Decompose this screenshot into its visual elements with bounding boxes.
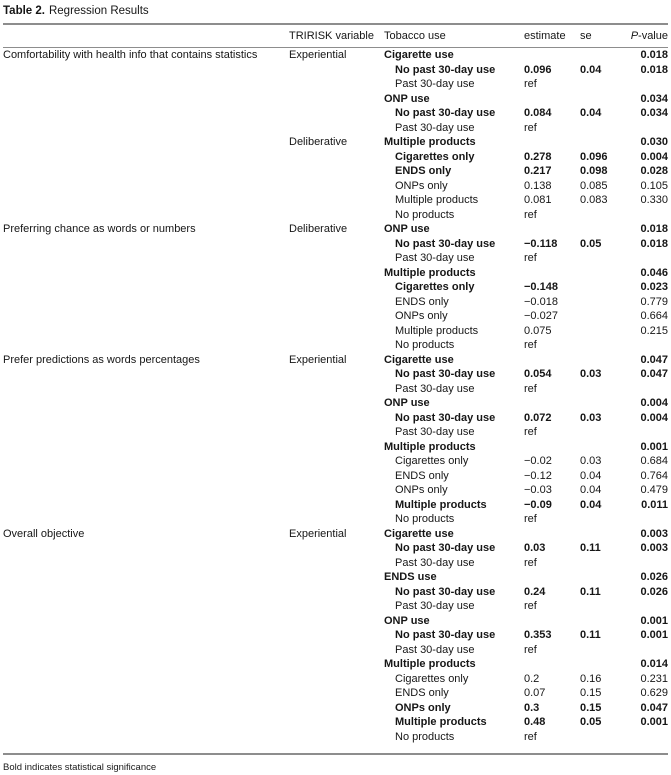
tobacco-cell: No past 30-day use bbox=[395, 368, 496, 381]
tobacco-cell: ONP use bbox=[384, 92, 430, 105]
table-row bbox=[3, 106, 668, 121]
estimate-cell: ref bbox=[524, 730, 537, 743]
pvalue-cell: 0.003 bbox=[640, 542, 668, 555]
tobacco-cell: ENDS only bbox=[395, 687, 449, 700]
table-row bbox=[3, 585, 668, 600]
table-row bbox=[3, 628, 668, 643]
table-row bbox=[3, 208, 668, 223]
estimate-cell: 0.075 bbox=[524, 324, 552, 337]
estimate-cell: 0.138 bbox=[524, 179, 552, 192]
table-row bbox=[3, 382, 668, 397]
table-row bbox=[3, 440, 668, 455]
tririsk-cell: Deliberative bbox=[289, 136, 348, 149]
table-title bbox=[3, 5, 668, 18]
table-row bbox=[3, 92, 668, 107]
table-row bbox=[3, 686, 668, 701]
tobacco-cell: ONP use bbox=[384, 397, 430, 410]
tobacco-cell: No past 30-day use bbox=[395, 237, 496, 250]
pvalue-cell: 0.664 bbox=[640, 310, 668, 323]
estimate-cell: −0.118 bbox=[524, 237, 558, 250]
estimate-cell: 0.03 bbox=[524, 542, 546, 555]
table-row bbox=[3, 701, 668, 716]
se-cell: 0.15 bbox=[580, 701, 602, 714]
table-row bbox=[3, 672, 668, 687]
estimate-cell: ref bbox=[524, 252, 537, 265]
estimate-cell: ref bbox=[524, 556, 537, 569]
pvalue-cell: 0.479 bbox=[640, 484, 668, 497]
pvalue-cell: 0.046 bbox=[640, 266, 668, 279]
tobacco-cell: Past 30-day use bbox=[395, 426, 475, 439]
outcome-cell: Prefer predictions as words percentages bbox=[3, 353, 200, 366]
pvalue-cell: 0.028 bbox=[640, 165, 668, 178]
outcome-cell: Comfortability with health info that contains statistics bbox=[3, 49, 258, 62]
table-number: Table 2. bbox=[3, 5, 45, 17]
tobacco-cell: Multiple products bbox=[384, 266, 476, 279]
col-header-tririsk-variable: TRIRISK variable bbox=[289, 30, 374, 42]
table-row bbox=[3, 280, 668, 295]
table-row bbox=[3, 266, 668, 281]
bottom-rule bbox=[3, 753, 668, 755]
estimate-cell: ref bbox=[524, 513, 537, 526]
se-cell: 0.083 bbox=[580, 194, 608, 207]
se-cell: 0.11 bbox=[580, 629, 601, 642]
table-row bbox=[3, 614, 668, 629]
tobacco-cell: No past 30-day use bbox=[395, 585, 496, 598]
table-body bbox=[3, 48, 668, 744]
tobacco-cell: Cigarettes only bbox=[395, 281, 475, 294]
pvalue-cell: 0.629 bbox=[640, 687, 668, 700]
estimate-cell: −0.148 bbox=[524, 281, 558, 294]
estimate-cell: 0.48 bbox=[524, 716, 546, 729]
se-cell: 0.096 bbox=[580, 150, 608, 163]
se-cell: 0.04 bbox=[580, 107, 602, 120]
estimate-cell: 0.072 bbox=[524, 411, 552, 424]
pvalue-cell: 0.001 bbox=[640, 716, 668, 729]
se-cell: 0.16 bbox=[580, 672, 602, 685]
tobacco-cell: No past 30-day use bbox=[395, 629, 496, 642]
table-row bbox=[3, 469, 668, 484]
tobacco-cell: Multiple products bbox=[395, 324, 479, 337]
tobacco-cell: ENDS only bbox=[395, 165, 452, 178]
pvalue-cell: 0.047 bbox=[640, 368, 668, 381]
table-row bbox=[3, 425, 668, 440]
estimate-cell: 0.278 bbox=[524, 150, 552, 163]
table-row bbox=[3, 324, 668, 339]
pvalue-cell: 0.764 bbox=[640, 469, 668, 482]
se-cell: 0.04 bbox=[580, 498, 602, 511]
tobacco-cell: ONP use bbox=[384, 223, 430, 236]
tririsk-cell: Experiential bbox=[289, 49, 347, 62]
estimate-cell: 0.24 bbox=[524, 585, 546, 598]
table-row bbox=[3, 541, 668, 556]
estimate-cell: −0.03 bbox=[524, 484, 552, 497]
tobacco-cell: ONP use bbox=[384, 614, 430, 627]
se-cell: 0.04 bbox=[580, 63, 602, 76]
table-row bbox=[3, 730, 668, 745]
estimate-cell: ref bbox=[524, 643, 537, 656]
tobacco-cell: No past 30-day use bbox=[395, 542, 496, 555]
tririsk-cell: Experiential bbox=[289, 527, 347, 540]
tobacco-cell: Past 30-day use bbox=[395, 121, 475, 134]
tobacco-cell: Past 30-day use bbox=[395, 600, 475, 613]
pvalue-cell: 0.014 bbox=[640, 658, 668, 671]
tobacco-cell: Cigarettes only bbox=[395, 672, 469, 685]
table-row bbox=[3, 657, 668, 672]
pvalue-cell: 0.001 bbox=[640, 440, 668, 453]
estimate-cell: −0.027 bbox=[524, 310, 558, 323]
pvalue-cell: 0.026 bbox=[640, 571, 668, 584]
table-row bbox=[3, 556, 668, 571]
pvalue-cell: 0.034 bbox=[640, 92, 668, 105]
se-cell: 0.04 bbox=[580, 484, 602, 497]
col-header-se: se bbox=[580, 30, 592, 42]
estimate-cell: ref bbox=[524, 121, 537, 134]
estimate-cell: 0.07 bbox=[524, 687, 546, 700]
estimate-cell: 0.084 bbox=[524, 107, 552, 120]
tobacco-cell: Past 30-day use bbox=[395, 252, 475, 265]
estimate-cell: −0.09 bbox=[524, 498, 552, 511]
tobacco-cell: No products bbox=[395, 339, 455, 352]
table-row bbox=[3, 251, 668, 266]
p-value-italic-p: P bbox=[630, 30, 639, 42]
tobacco-cell: ENDS only bbox=[395, 295, 449, 308]
tobacco-cell: ENDS only bbox=[395, 469, 449, 482]
table-row bbox=[3, 715, 668, 730]
tobacco-cell: Past 30-day use bbox=[395, 643, 475, 656]
estimate-cell: −0.02 bbox=[524, 455, 552, 468]
table-header-row bbox=[3, 25, 668, 47]
estimate-cell: 0.353 bbox=[524, 629, 552, 642]
se-cell: 0.098 bbox=[580, 165, 608, 178]
tririsk-cell: Deliberative bbox=[289, 223, 348, 236]
tobacco-cell: ONPs only bbox=[395, 179, 448, 192]
pvalue-cell: 0.018 bbox=[640, 63, 668, 76]
tobacco-cell: Cigarettes only bbox=[395, 455, 469, 468]
table-row bbox=[3, 570, 668, 585]
table-footnote: Bold indicates statistical significance bbox=[3, 762, 157, 773]
pvalue-cell: 0.018 bbox=[640, 237, 668, 250]
table-row bbox=[3, 77, 668, 92]
tobacco-cell: Past 30-day use bbox=[395, 382, 475, 395]
table-row bbox=[3, 63, 668, 78]
tobacco-cell: Past 30-day use bbox=[395, 556, 475, 569]
estimate-cell: 0.217 bbox=[524, 165, 552, 178]
tririsk-cell: Experiential bbox=[289, 353, 347, 366]
se-cell: 0.05 bbox=[580, 716, 602, 729]
tobacco-cell: ONPs only bbox=[395, 310, 448, 323]
tobacco-cell: Cigarettes only bbox=[395, 150, 475, 163]
pvalue-cell: 0.004 bbox=[640, 411, 668, 424]
tobacco-cell: No products bbox=[395, 208, 455, 221]
estimate-cell: ref bbox=[524, 78, 537, 91]
table-row bbox=[3, 483, 668, 498]
tobacco-cell: Multiple products bbox=[395, 498, 487, 511]
pvalue-cell: 0.330 bbox=[640, 194, 668, 207]
estimate-cell: 0.2 bbox=[524, 672, 540, 685]
table-row bbox=[3, 454, 668, 469]
pvalue-cell: 0.684 bbox=[640, 455, 668, 468]
table-row bbox=[3, 396, 668, 411]
table-row bbox=[3, 135, 668, 150]
pvalue-cell: 0.034 bbox=[640, 107, 668, 120]
outcome-cell: Preferring chance as words or numbers bbox=[3, 223, 196, 236]
pvalue-cell: 0.105 bbox=[640, 179, 668, 192]
pvalue-cell: 0.004 bbox=[640, 397, 668, 410]
table-row bbox=[3, 222, 668, 237]
table-row bbox=[3, 237, 668, 252]
table-row bbox=[3, 512, 668, 527]
outcome-cell: Overall objective bbox=[3, 527, 85, 540]
pvalue-cell: 0.018 bbox=[640, 49, 668, 62]
table-row bbox=[3, 367, 668, 382]
se-cell: 0.03 bbox=[580, 368, 602, 381]
pvalue-cell: 0.003 bbox=[640, 527, 668, 540]
table-row bbox=[3, 599, 668, 614]
tobacco-cell: Multiple products bbox=[384, 136, 476, 149]
se-cell: 0.11 bbox=[580, 585, 601, 598]
table-row bbox=[3, 411, 668, 426]
table-row bbox=[3, 353, 668, 368]
tobacco-cell: Cigarette use bbox=[384, 527, 454, 540]
table-row bbox=[3, 309, 668, 324]
col-header-estimate: estimate bbox=[524, 30, 566, 42]
estimate-cell: 0.3 bbox=[524, 701, 540, 714]
tobacco-cell: No past 30-day use bbox=[395, 63, 496, 76]
estimate-cell: ref bbox=[524, 426, 537, 439]
table-row bbox=[3, 338, 668, 353]
estimate-cell: 0.081 bbox=[524, 194, 552, 207]
pvalue-cell: 0.047 bbox=[640, 701, 668, 714]
tobacco-cell: Multiple products bbox=[384, 658, 476, 671]
pvalue-cell: 0.215 bbox=[640, 324, 668, 337]
table-row bbox=[3, 527, 668, 542]
pvalue-cell: 0.779 bbox=[640, 295, 668, 308]
tobacco-cell: No past 30-day use bbox=[395, 411, 496, 424]
table-row bbox=[3, 150, 668, 165]
estimate-cell: ref bbox=[524, 382, 537, 395]
pvalue-cell: 0.018 bbox=[640, 223, 668, 236]
p-value-suffix: -value bbox=[638, 30, 668, 42]
se-cell: 0.04 bbox=[580, 469, 602, 482]
se-cell: 0.15 bbox=[580, 687, 602, 700]
table-row bbox=[3, 48, 668, 63]
estimate-cell: ref bbox=[524, 208, 537, 221]
tobacco-cell: ONPs only bbox=[395, 701, 451, 714]
pvalue-cell: 0.004 bbox=[640, 150, 668, 163]
tobacco-cell: No products bbox=[395, 513, 455, 526]
se-cell: 0.03 bbox=[580, 455, 602, 468]
tobacco-cell: ENDS use bbox=[384, 571, 437, 584]
table-row bbox=[3, 498, 668, 513]
tobacco-cell: ONPs only bbox=[395, 484, 448, 497]
pvalue-cell: 0.047 bbox=[640, 353, 668, 366]
table-row bbox=[3, 121, 668, 136]
tobacco-cell: Cigarette use bbox=[384, 49, 454, 62]
estimate-cell: −0.018 bbox=[524, 295, 558, 308]
pvalue-cell: 0.023 bbox=[640, 281, 668, 294]
table-caption: Regression Results bbox=[48, 5, 149, 17]
table-row bbox=[3, 179, 668, 194]
estimate-cell: −0.12 bbox=[524, 469, 552, 482]
se-cell: 0.11 bbox=[580, 542, 601, 555]
tobacco-cell: Past 30-day use bbox=[395, 78, 475, 91]
table-row bbox=[3, 164, 668, 179]
tobacco-cell: Cigarette use bbox=[384, 353, 454, 366]
table-row bbox=[3, 643, 668, 658]
estimate-cell: 0.096 bbox=[524, 63, 552, 76]
tobacco-cell: Multiple products bbox=[395, 194, 479, 207]
pvalue-cell: 0.001 bbox=[640, 614, 668, 627]
pvalue-cell: 0.026 bbox=[640, 585, 668, 598]
tobacco-cell: No products bbox=[395, 730, 455, 743]
table-row bbox=[3, 193, 668, 208]
se-cell: 0.03 bbox=[580, 411, 602, 424]
tobacco-cell: Multiple products bbox=[395, 716, 487, 729]
se-cell: 0.085 bbox=[580, 179, 608, 192]
col-header-p-value bbox=[625, 30, 668, 42]
tobacco-cell: Multiple products bbox=[384, 440, 476, 453]
table-row bbox=[3, 295, 668, 310]
tobacco-cell: No past 30-day use bbox=[395, 107, 496, 120]
se-cell: 0.05 bbox=[580, 237, 602, 250]
col-header-tobacco-use: Tobacco use bbox=[384, 30, 446, 42]
pvalue-cell: 0.001 bbox=[640, 629, 668, 642]
estimate-cell: ref bbox=[524, 339, 537, 352]
estimate-cell: ref bbox=[524, 600, 537, 613]
pvalue-cell: 0.011 bbox=[641, 498, 668, 511]
pvalue-cell: 0.231 bbox=[640, 672, 668, 685]
estimate-cell: 0.054 bbox=[524, 368, 552, 381]
pvalue-cell: 0.030 bbox=[640, 136, 668, 149]
